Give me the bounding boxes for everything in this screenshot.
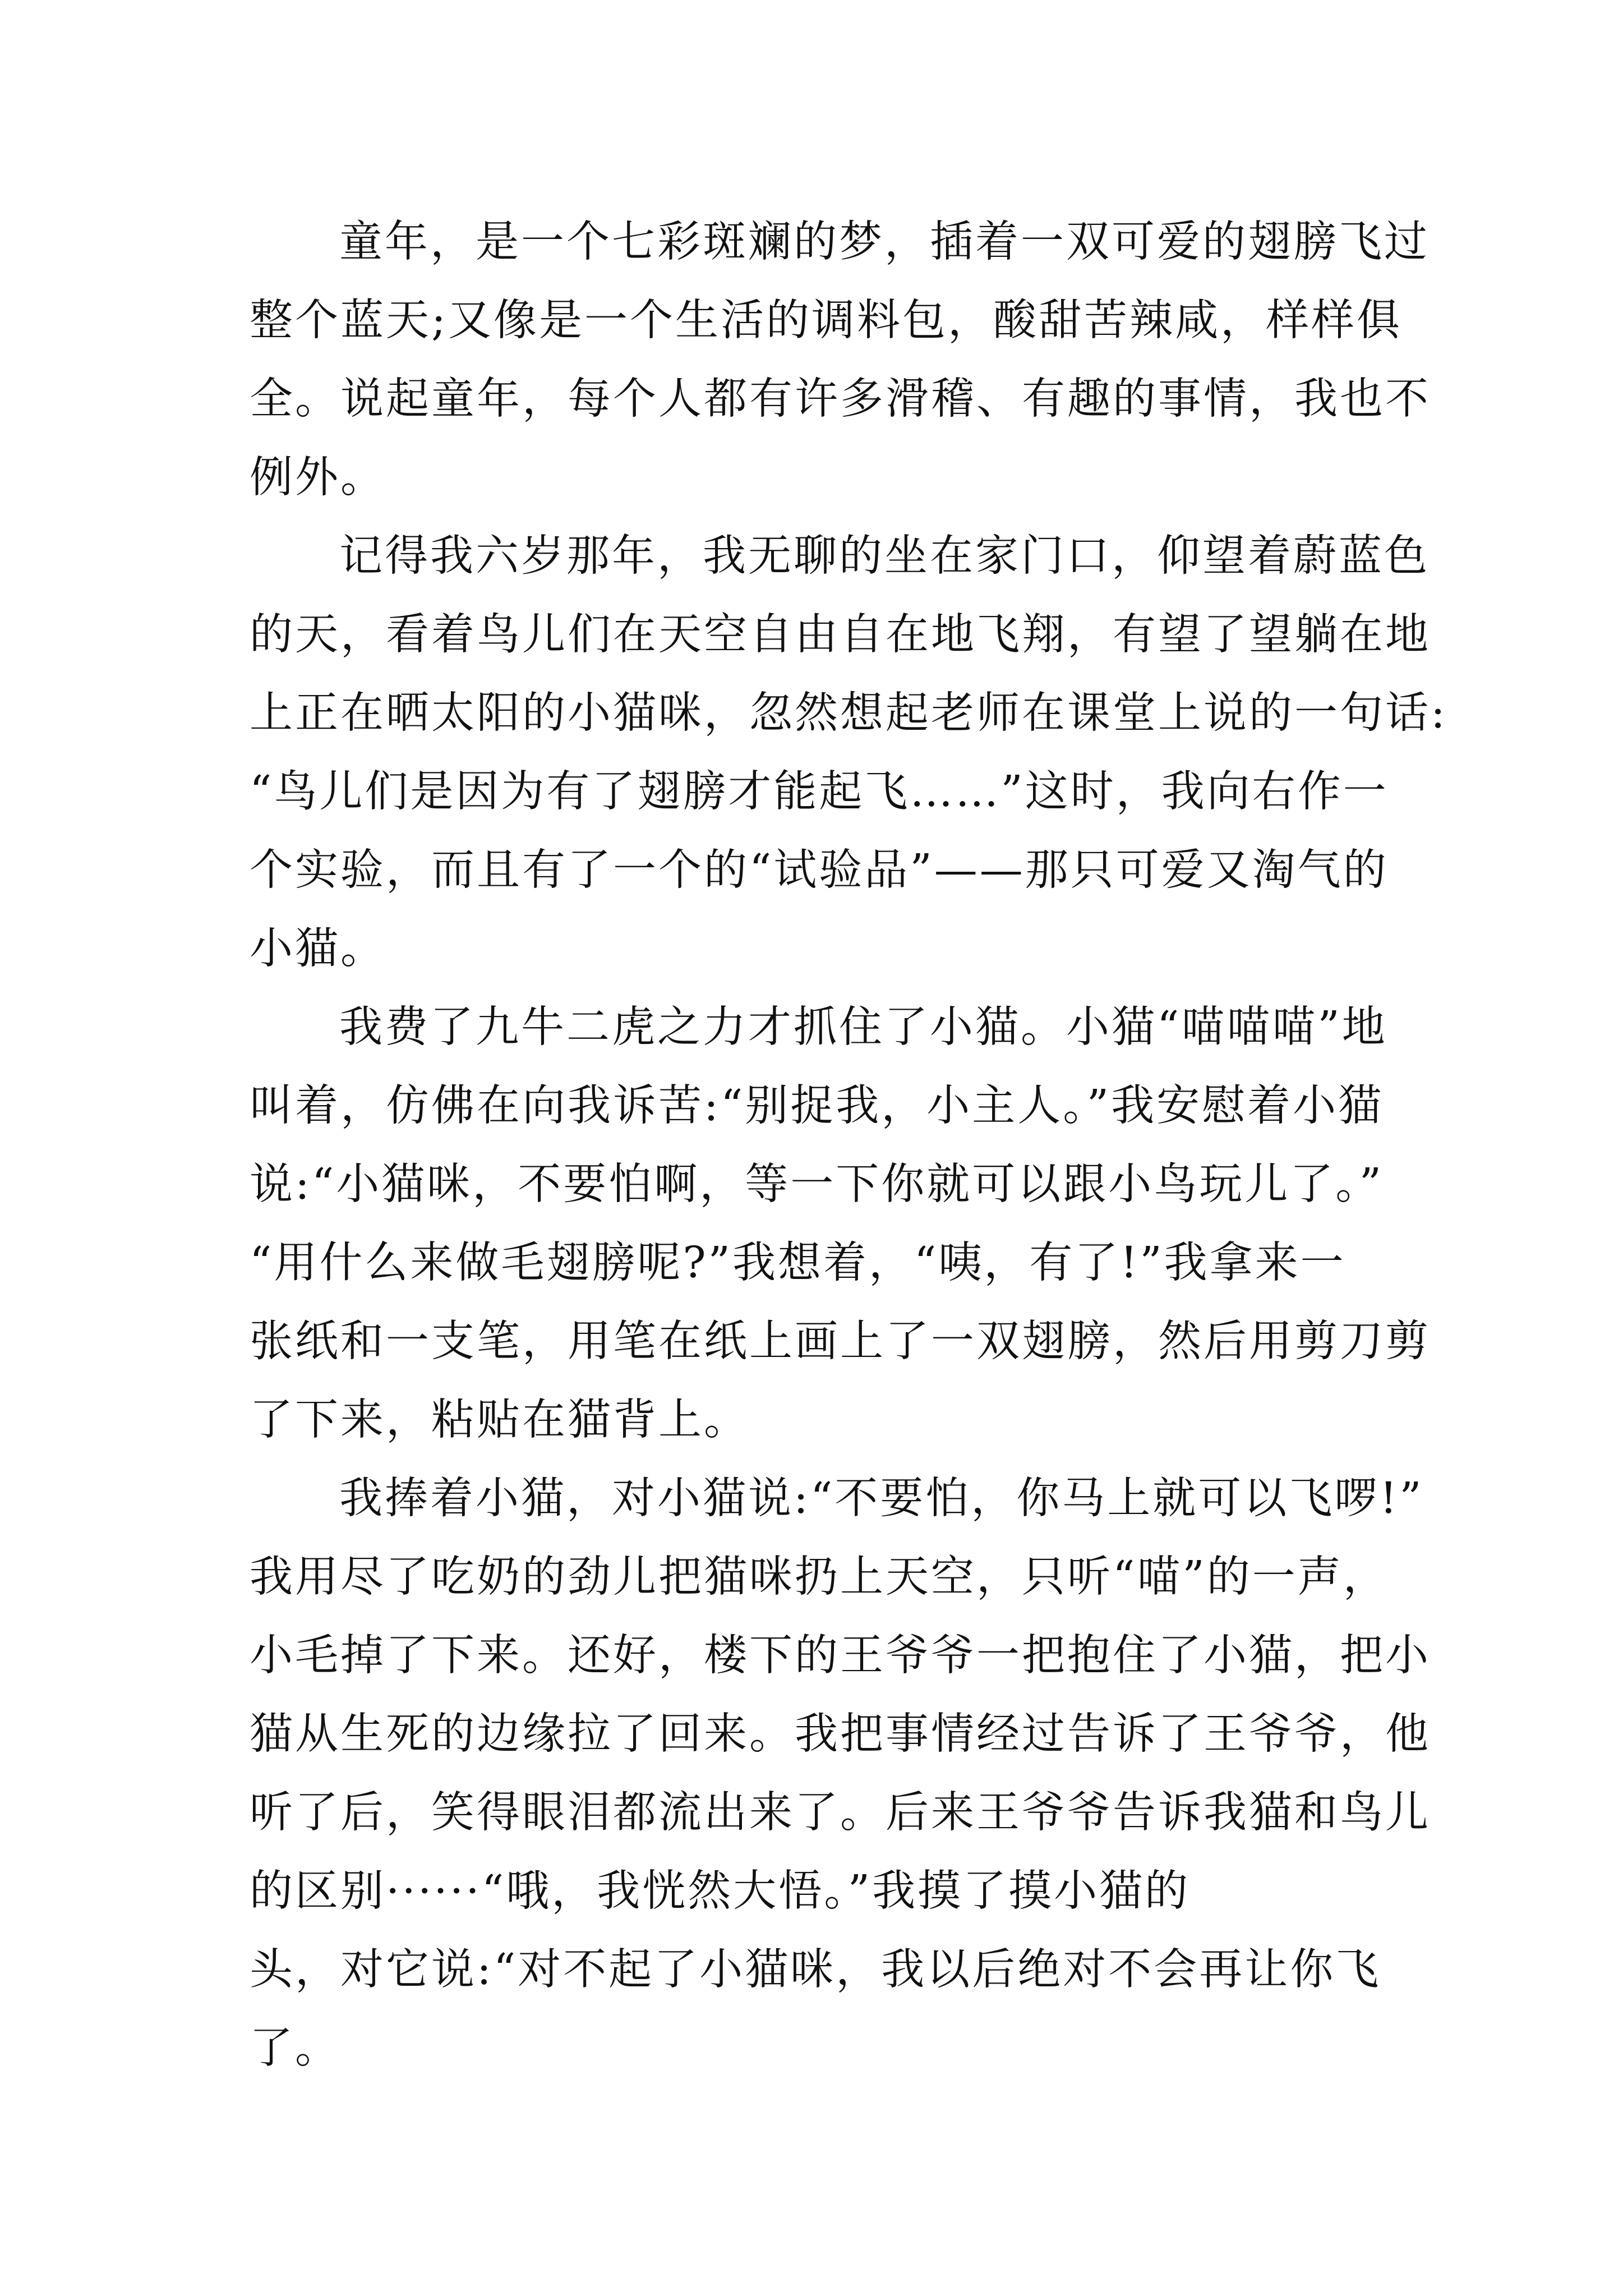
text-line: 全。说起童年，每个人都有许多滑稽、有趣的事情，我也不 — [250, 374, 1431, 424]
text-line: 我捧着小猫，对小猫说:“不要怕，你马上就可以飞啰!” — [339, 1474, 1424, 1524]
text-line: 上正在晒太阳的小猫咪，忽然想起老师在课堂上说的一句话: — [250, 688, 1447, 738]
text-line: 的区别······“哦，我恍然大悟。”我摸了摸小猫的 — [250, 1866, 1191, 1916]
text-line: 个实验，而且有了一个的“试验品”——那只可爱又淘气的 — [250, 845, 1389, 895]
text-line: 我费了九牛二虎之力才抓住了小猫。小猫“喵喵喵”地 — [339, 1002, 1387, 1052]
text-line: 猫从生死的边缘拉了回来。我把事情经过告诉了王爷爷，他 — [250, 1709, 1431, 1759]
text-line: 张纸和一支笔，用笔在纸上画上了一双翅膀，然后用剪刀剪 — [250, 1317, 1431, 1366]
text-line: 叫着，仿佛在向我诉苦:“别捉我，小主人。”我安慰着小猫 — [250, 1081, 1384, 1131]
text-line: 了。 — [250, 2023, 340, 2073]
text-line: 说:“小猫咪，不要怕啊，等一下你就可以跟小鸟玩儿了。” — [250, 1159, 1384, 1209]
text-line: “鸟儿们是因为有了翅膀才能起飞……”这时，我向右作一 — [250, 767, 1389, 817]
text-line: “用什么来做毛翅膀呢?”我想着，“咦，有了!”我拿来一 — [250, 1238, 1346, 1288]
text-line: 听了后，笑得眼泪都流出来了。后来王爷爷告诉我猫和鸟儿 — [250, 1788, 1431, 1838]
text-line: 整个蓝天;又像是一个生活的调料包，酸甜苦辣咸，样样俱 — [250, 296, 1402, 346]
text-line: 的天，看着鸟儿们在天空自由自在地飞翔，有望了望躺在地 — [250, 610, 1431, 660]
text-line: 我用尽了吃奶的劲儿把猫咪扔上天空，只听“喵”的一声， — [250, 1552, 1389, 1602]
text-line: 童年，是一个七彩斑斓的梦，插着一双可爱的翅膀飞过 — [339, 217, 1430, 267]
text-line: 了下来，粘贴在猫背上。 — [250, 1395, 749, 1445]
text-line: 小猫。 — [250, 924, 386, 974]
text-line: 例外。 — [250, 453, 386, 503]
text-line: 记得我六岁那年，我无聊的坐在家门口，仰望着蔚蓝色 — [339, 531, 1430, 581]
text-line: 小毛掉了下来。还好，楼下的王爷爷一把抱住了小猫，把小 — [250, 1631, 1431, 1681]
text-line: 头，对它说:“对不起了小猫咪，我以后绝对不会再让你飞 — [250, 1945, 1381, 1995]
